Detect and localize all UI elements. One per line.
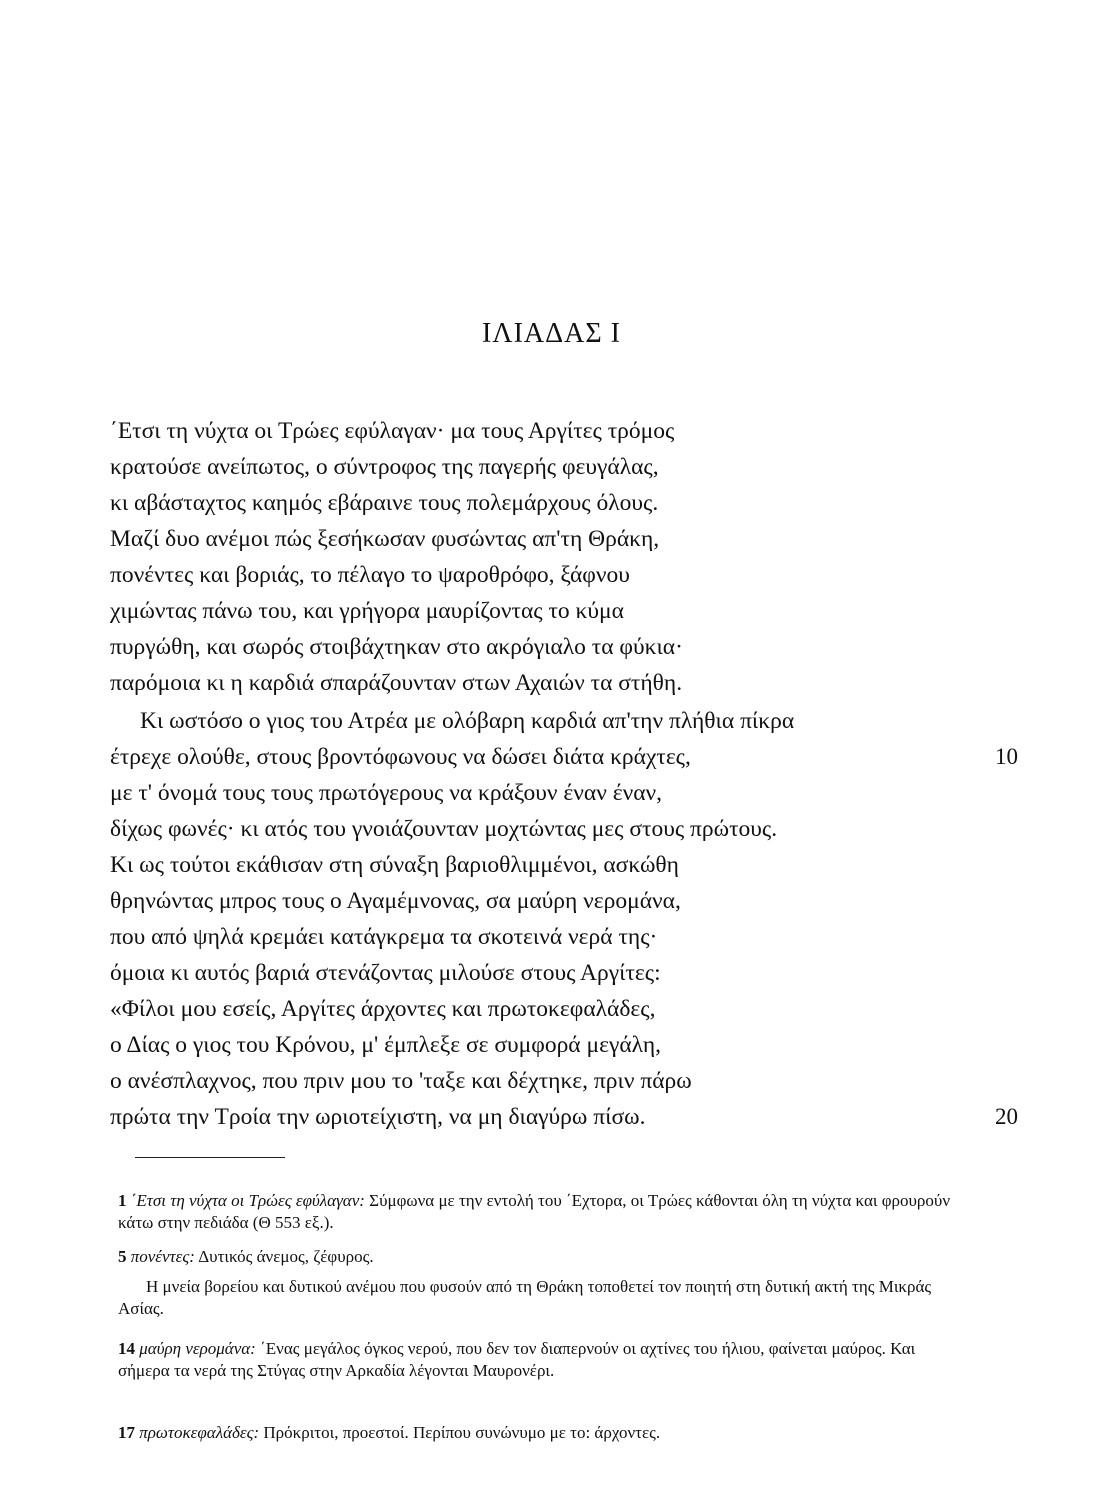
verse-line-12: δίχως φωνές· κι ατός του γνοιάζουνταν μοχτώντας μες στους πρώτους.	[110, 816, 778, 842]
footnote-ref: 17	[118, 1423, 135, 1442]
verse-line-9: Κι ωστόσο ο γιος του Ατρέα με ολόβαρη καρδιά απ'την πλήθια πίκρα	[140, 708, 795, 734]
footnote-ref: 5	[118, 1247, 127, 1266]
footnote-lemma: πονέντες:	[130, 1247, 195, 1266]
line-number-20: 20	[995, 1104, 1018, 1129]
footnote-5	[118, 1246, 963, 1268]
footnote-text: ΄Ενας μεγάλος όγκος νερού, που δεν τον διαπερνούν οι αχτίνες του ήλιου, φαίνεται μαύρος. Και σήμερα τα νερά της Στύγας στην Αρκαδία λέγονται Μαυρονέρι.	[118, 1339, 916, 1380]
verse-line-19: ο ανέσπλαχνος, που πριν μου το 'ταξε και δέχτηκε, πριν πάρω	[110, 1068, 692, 1094]
footnote-lemma: μαύρη νερομάνα:	[139, 1339, 256, 1358]
verse-line-6: χιμώντας πάνω του, και γρήγορα μαυρίζοντας το κύμα	[110, 598, 624, 624]
verse-line-8: παρόμοια κι η καρδιά σπαράζουνταν στων Αχαιών τα στήθη.	[110, 670, 683, 696]
footnote-lemma: ΄Ετσι τη νύχτα οι Τρώες εφύλαγαν:	[130, 1191, 365, 1210]
footnote-5-continued	[118, 1276, 963, 1320]
verse-line-3: κι αβάσταχτος καημός εβάραινε τους πολεμάρχους όλους.	[110, 490, 659, 516]
verse-line-14: θρηνώντας μπρος τους ο Αγαμέμνονας, σα μαύρη νερομάνα,	[110, 888, 681, 914]
verse-line-7: πυργώθη, και σωρός στοιβάχτηκαν στο ακρόγιαλο τα φύκια·	[110, 634, 683, 660]
verse-line-20: πρώτα την Τροία την ωριοτείχιστη, να μη διαγύρω πίσω.	[110, 1104, 646, 1130]
verse-line-17: «Φίλοι μου εσείς, Αργίτες άρχοντες και πρωτοκεφαλάδες,	[110, 996, 656, 1022]
footnote-text: Δυτικός άνεμος, ζέφυρος.	[198, 1247, 374, 1266]
verse-line-2: κρατούσε ανείπωτος, ο σύντροφος της παγερής φευγάλας,	[110, 454, 659, 480]
verse-line-1: ΄Ετσι τη νύχτα οι Τρώες εφύλαγαν· μα τους Αργίτες τρόμος	[110, 418, 675, 444]
verse-line-11: με τ' όνομά τους τους πρωτόγερους να κράξουν έναν έναν,	[110, 780, 663, 806]
footnote-14	[118, 1338, 963, 1382]
line-number-10: 10	[995, 744, 1018, 769]
footnote-text: Η μνεία βορείου και δυτικού ανέμου που φυσούν από τη Θράκη τοποθετεί τον ποιητή στη δυτική ακτή της Μικράς Ασίας.	[118, 1277, 932, 1318]
footnote-text: Σύμφωνα με την εντολή του ΄Εχτορα, οι Τρώες κάθονται όλη τη νύχτα και φρουρούν κάτω στην πεδιάδα (Θ 553 εξ.).	[118, 1191, 951, 1232]
footnote-separator	[135, 1157, 285, 1158]
footnote-1	[118, 1190, 963, 1234]
verse-line-4: Μαζί δυο ανέμοι πώς ξεσήκωσαν φυσώντας απ'τη Θράκη,	[110, 526, 660, 552]
verse-line-15: που από ψηλά κρεμάει κατάγκρεμα τα σκοτεινά νερά της·	[110, 924, 658, 950]
footnote-ref: 14	[118, 1339, 135, 1358]
footnote-ref: 1	[118, 1191, 127, 1210]
verse-line-18: ο Δίας ο γιος του Κρόνου, μ' έμπλεξε σε συμφορά μεγάλη,	[110, 1032, 662, 1058]
verse-line-5: πονέντες και βοριάς, το πέλαγο το ψαροθρόφο, ξάφνου	[110, 562, 630, 588]
footnote-17	[118, 1422, 963, 1444]
verse-line-13: Κι ως τούτοι εκάθισαν στη σύναξη βαριοθλιμμένοι, ασκώθη	[110, 852, 679, 878]
footnote-lemma: πρωτοκεφαλάδες:	[139, 1423, 260, 1442]
page-title: ΙΛΙΑΔΑΣ Ι	[481, 318, 622, 349]
verse-line-16: όμοια κι αυτός βαριά στενάζοντας μιλούσε στους Αργίτες:	[110, 960, 661, 986]
footnote-text: Πρόκριτοι, προεστοί. Περίπου συνώνυμο με το: άρχοντες.	[263, 1423, 661, 1442]
verse-line-10: έτρεχε ολούθε, στους βροντόφωνους να δώσει διάτα κράχτες,	[110, 744, 691, 770]
